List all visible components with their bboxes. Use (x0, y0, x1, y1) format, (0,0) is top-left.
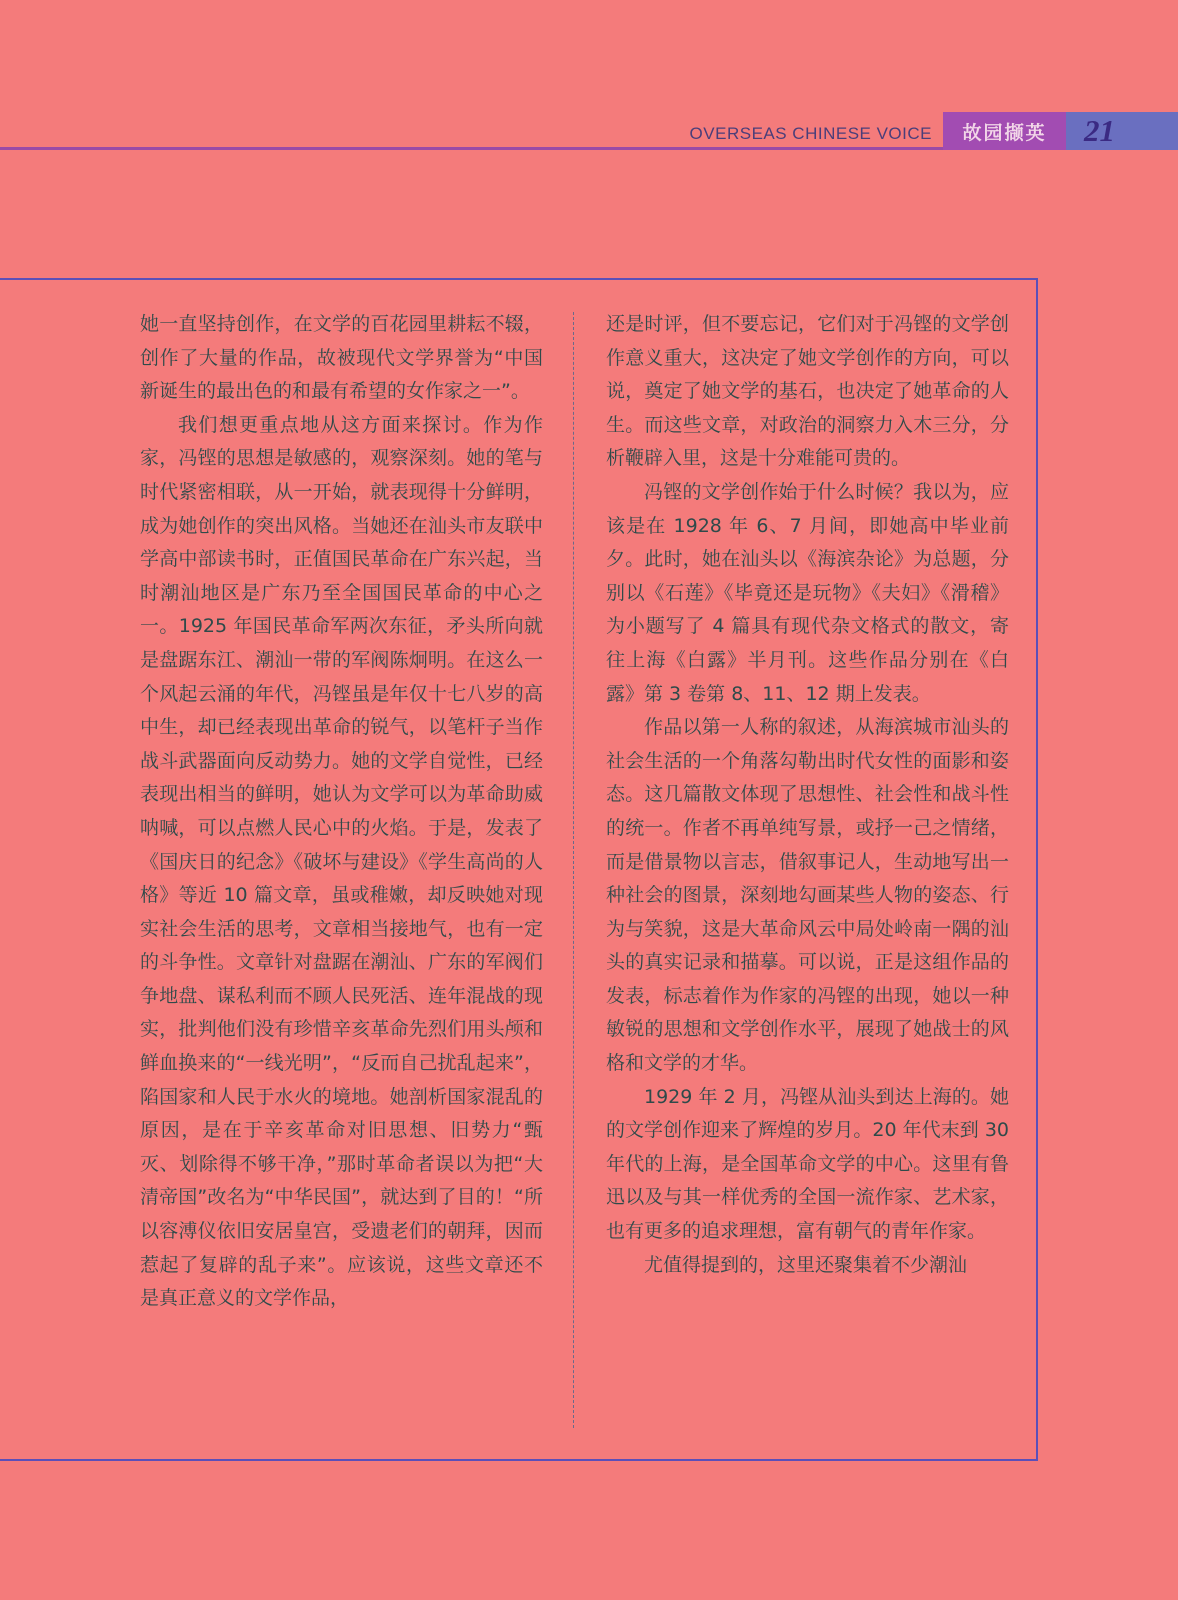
paragraph: 还是时评，但不要忘记，它们对于冯铿的文学创作意义重大，这决定了她文学创作的方向，可以说，奠定了她文学的基石，也决定了她革命的人生。而这些文章，对政治的洞察力入木三分，分析鞭辟入里，这是十分难能可贵的。 (606, 313, 1009, 470)
paragraph: 1929 年 2 月，冯铿从汕头到达上海的。她的文学创作迎来了辉煌的岁月。20 年代末到 30 年代的上海，是全国革命文学的中心。这里有鲁迅以及与其一样优秀的全国一流作家、艺术家，也有更多的追求理想，富有朝气的青年作家。 (606, 1085, 1009, 1243)
paragraph: 冯铿的文学创作始于什么时候？我以为，应该是在 1928 年 6、7 月间，即她高中毕业前夕。此时，她在汕头以《海滨杂论》为总题，分别以《石莲》《毕竟还是玩物》《夫妇》《滑稽》为小题写了 4 篇具有现代杂文格式的散文，寄往上海《白露》半月刊。这些作品分别在《白露》第 3 卷第 8、11、12 期上发表。 (606, 480, 1009, 705)
paragraph: 尤值得提到的，这里还聚集着不少潮汕 (644, 1253, 968, 1276)
right-column (606, 308, 1009, 1282)
left-column (140, 308, 543, 1316)
publication-name: OVERSEAS CHINESE VOICE (689, 124, 932, 143)
paragraph: 作品以第一人称的叙述，从海滨城市汕头的社会生活的一个角落勾勒出时代女性的面影和姿态。这几篇散文体现了思想性、社会性和战斗性的统一。作者不再单纯写景，或抒一己之情绪，而是借景物以言志，借叙事记人，生动地写出一种社会的图景，深刻地勾画某些人物的姿态、行为与笑貌，这是大革命风云中局处岭南一隅的汕头的真实记录和描摹。可以说，正是这组作品的发表，标志着作为作家的冯铿的出现，她以一种敏锐的思想和文学创作水平，展现了她战士的风格和文学的才华。 (606, 716, 1009, 1075)
paragraph: 她一直坚持创作，在文学的百花园里耕耘不辍，创作了大量的作品，故被现代文学界誉为“中国新诞生的最出色的和最有希望的女作家之一”。 (140, 313, 543, 403)
column-divider (573, 312, 574, 1428)
page-number: 21 (1066, 112, 1178, 150)
paragraph: 我们想更重点地从这方面来探讨。作为作家，冯铿的思想是敏感的，观察深刻。她的笔与时代紧密相联，从一开始，就表现得十分鲜明，成为她创作的突出风格。当她还在汕头市友联中学高中部读书时，正值国民革命在广东兴起，当时潮汕地区是广东乃至全国国民革命的中心之一。1925 年国民革命军两次东征，矛头所向就是盘踞东江、潮汕一带的军阀陈炯明。在这么一个风起云涌的年代，冯铿虽是年仅十七八岁的高中生，却已经表现出革命的锐气，以笔杆子当作战斗武器面向反动势力。她的文学自觉性，已经表现出相当的鲜明，她认为文学可以为革命助威呐喊，可以点燃人民心中的火焰。于是，发表了《国庆日的纪念》《破坏与建设》《学生高尚的人格》等近 10 篇文章，虽或稚嫩，却反映她对现实社会生活的思考，文章相当接地气，也有一定的斗争性。文章针对盘踞在潮汕、广东的军阀们争地盘、谋私利而不顾人民死活、连年混战的现实，批判他们没有珍惜辛亥革命先烈们用头颅和鲜血换来的“一线光明”，“反而自己扰乱起来”，陷国家和人民于水火的境地。她剖析国家混乱的原因，是在于辛亥革命对旧思想、旧势力“甄灭、划除得不够干净，”那时革命者误以为把“大清帝国”改名为“中华民国”，就达到了目的！“所以容溥仪依旧安居皇宫，受遗老们的朝拜，因而惹起了复辟的乱子来”。应该说，这些文章还不是真正意义的文学作品， (140, 413, 543, 1310)
section-tab: 故园撷英 (943, 112, 1066, 150)
